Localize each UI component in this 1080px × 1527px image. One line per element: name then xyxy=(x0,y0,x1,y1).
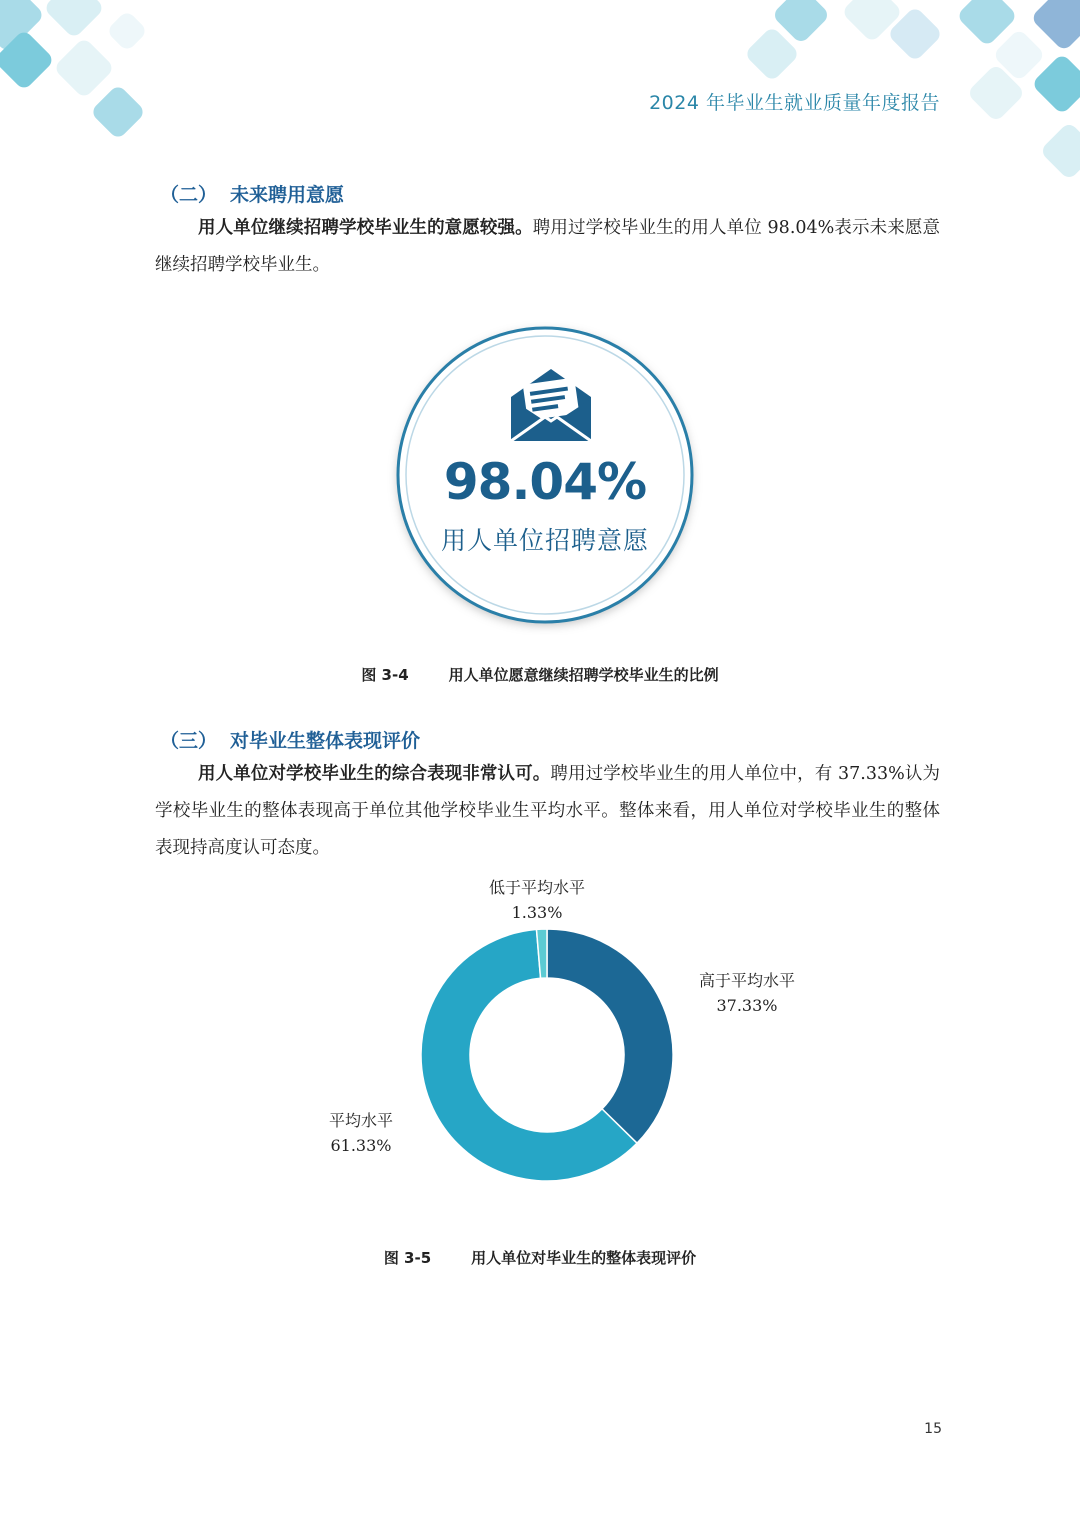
label-category: 高于平均水平 xyxy=(698,971,795,990)
donut-slice-0 xyxy=(547,929,673,1143)
label-category: 平均水平 xyxy=(328,1111,393,1130)
donut-label-above xyxy=(672,968,822,1018)
label-value: 1.33% xyxy=(511,903,563,922)
section-number: （三） xyxy=(160,730,218,752)
section-2-paragraph xyxy=(155,210,940,284)
caption-text: 用人单位对毕业生的整体表现评价 xyxy=(471,1249,697,1267)
figure-caption-3-5 xyxy=(0,1247,1080,1268)
section-number: （二） xyxy=(160,184,218,206)
paragraph-text: 聘用过学校毕业生的用人单位 98.04%表示未来愿意继续招聘学校毕业生。 xyxy=(155,218,940,275)
decor-diamond xyxy=(1030,0,1080,52)
report-header-title: 2024 年毕业生就业质量年度报告 xyxy=(649,92,940,114)
decor-diamond xyxy=(53,37,115,99)
decor-diamond xyxy=(106,10,148,52)
paragraph-text: 聘用过学校毕业生的用人单位中，有 37.33%认为学校毕业生的整体表现高于单位其他学校毕业生平均水平。整体来看，用人单位对学校毕业生的整体表现持高度认可态度。 xyxy=(155,764,941,858)
paragraph-lead: 用人单位对学校毕业生的综合表现非常认可。 xyxy=(198,764,551,784)
envelope-icon xyxy=(509,367,593,443)
caption-text: 用人单位愿意继续招聘学校毕业生的比例 xyxy=(448,666,719,684)
decor-diamond xyxy=(43,0,105,39)
donut-label-below xyxy=(462,875,612,925)
evaluation-donut-chart xyxy=(412,920,682,1190)
section-heading-2 xyxy=(160,180,344,207)
page-number: 15 xyxy=(924,1421,942,1437)
decor-diamond xyxy=(90,84,147,141)
section-3-paragraph xyxy=(155,756,940,867)
section-title: 对毕业生整体表现评价 xyxy=(230,730,421,752)
label-category: 低于平均水平 xyxy=(488,878,585,897)
recruitment-intent-badge xyxy=(385,315,705,635)
section-title: 未来聘用意愿 xyxy=(230,184,345,206)
section-heading-3 xyxy=(160,726,420,753)
badge-label: 用人单位招聘意愿 xyxy=(440,526,649,555)
label-value: 37.33% xyxy=(716,996,778,1015)
paragraph-lead: 用人单位继续招聘学校毕业生的意愿较强。 xyxy=(198,218,533,238)
figure-caption-3-4 xyxy=(0,664,1080,685)
badge-value: 98.04% xyxy=(443,453,647,511)
decor-diamond xyxy=(1039,121,1080,180)
caption-number: 图 3-4 xyxy=(361,666,409,684)
donut-label-average xyxy=(296,1108,426,1158)
label-value: 61.33% xyxy=(330,1136,392,1155)
caption-number: 图 3-5 xyxy=(383,1249,432,1267)
